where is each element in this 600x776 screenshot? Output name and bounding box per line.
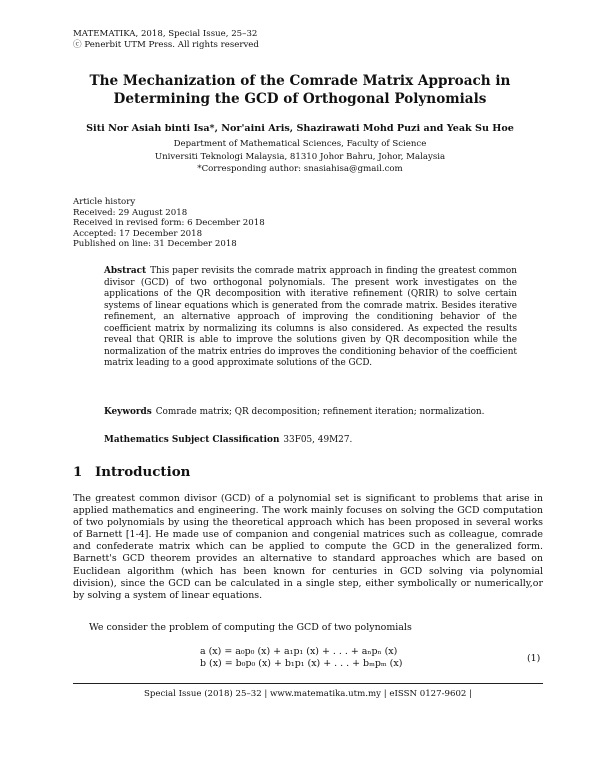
equation-line-b: b (x) = b₀p₀ (x) + b₁p₁ (x) + . . . + bₘpₘ (x): [200, 658, 403, 669]
keywords-label: Keywords: [104, 407, 152, 417]
keywords: [104, 407, 484, 417]
page-footer: Special Issue (2018) 25–32 | www.matematika.utm.my | eISSN 0127-9602 |: [143, 689, 473, 699]
intro-paragraph-1: The greatest common divisor (GCD) of a polynomial set is significant to problems that arise in applied mathematics and engineering. The work mainly focuses on solving the GCD computation of two polynomials by using the theoretical approach which has been proposed in several works of Barnett [1-4]. He made use of companion and congenial matrices such as colleague, comrade and confederate matrix which can be applied to compute the GCD in the generalized form. Barnett's GCD theorem provides an alternative to standard approaches which are based on Euclidean algorithm (which has been known for centuries in GCD solving via polynomial division), since the GCD can be calculated in a single step, either symbolically or numerically,or by solving a system of linear equations.: [73, 493, 543, 601]
article-history: [73, 197, 265, 250]
title-line-1: The Mechanization of the Comrade Matrix Approach in: [89, 73, 511, 89]
msc-label: Mathematics Subject Classification: [104, 435, 280, 445]
subject-classification: [104, 435, 352, 445]
history-revised: Received in revised form: 6 December 2018: [73, 218, 265, 229]
affiliation-university: Universiti Teknologi Malaysia, 81310 Johor Bahru, Johor, Malaysia: [154, 151, 446, 162]
keywords-text: Comrade matrix; QR decomposition; refinement iteration; normalization.: [155, 407, 485, 417]
abstract-text: This paper revisits the comrade matrix approach in finding the greatest common divisor (GCD) of two orthogonal polynomials. The present work investigates on the applications of the QR decomposition with iterative refinement (QRIR) to solve certain systems of linear equations which is generated from the comrade matrix. Besides iterative refinement, an alternative approach of improving the conditioning behavior of the coefficient matrix by normalizing its columns is also considered. As expected the results reveal that QRIR is able to improve the solutions given by QR decomposition while the normalization of the matrix entries do improves the conditioning behavior of the coefficient matrix leading to a good approximate solutions of the GCD.: [104, 266, 517, 369]
affiliation-department: Department of Mathematical Sciences, Faculty of Science: [173, 139, 427, 149]
equation-block: [200, 646, 402, 670]
copyright-line: ⓒ Penerbit UTM Press. All rights reserved: [73, 40, 259, 50]
journal-line: MATEMATIKA, 2018, Special Issue, 25–32: [73, 29, 258, 39]
abstract-label: Abstract: [104, 266, 147, 276]
msc-text: 33F05, 49M27.: [283, 435, 353, 445]
abstract: [104, 266, 517, 370]
author-list: Siti Nor Asiah binti Isa*, Nor'aini Aris, Shazirawati Mohd Puzi and Yeak Su Hoe: [86, 123, 514, 134]
title-line-2: Determining the GCD of Orthogonal Polynomials: [113, 91, 487, 107]
intro-paragraph-2: We consider the problem of computing the GCD of two polynomials: [89, 622, 412, 633]
section-heading: [73, 464, 190, 480]
section-title: Introduction: [95, 464, 191, 480]
affiliation-block: [60, 138, 540, 176]
paper-title: [60, 72, 540, 108]
footer-rule: [73, 683, 543, 684]
history-heading: Article history: [73, 197, 136, 207]
history-published: Published on line: 31 December 2018: [73, 239, 237, 250]
history-accepted: Accepted: 17 December 2018: [73, 228, 203, 239]
corresponding-author: *Corresponding author: snasiahisa@gmail.com: [197, 164, 403, 174]
history-received: Received: 29 August 2018: [73, 207, 188, 218]
equation-number: (1): [527, 653, 541, 664]
section-number: 1: [73, 464, 83, 480]
running-header: [73, 29, 259, 51]
equation-line-a: a (x) = a₀p₀ (x) + a₁p₁ (x) + . . . + aₙpₙ (x): [200, 646, 398, 657]
